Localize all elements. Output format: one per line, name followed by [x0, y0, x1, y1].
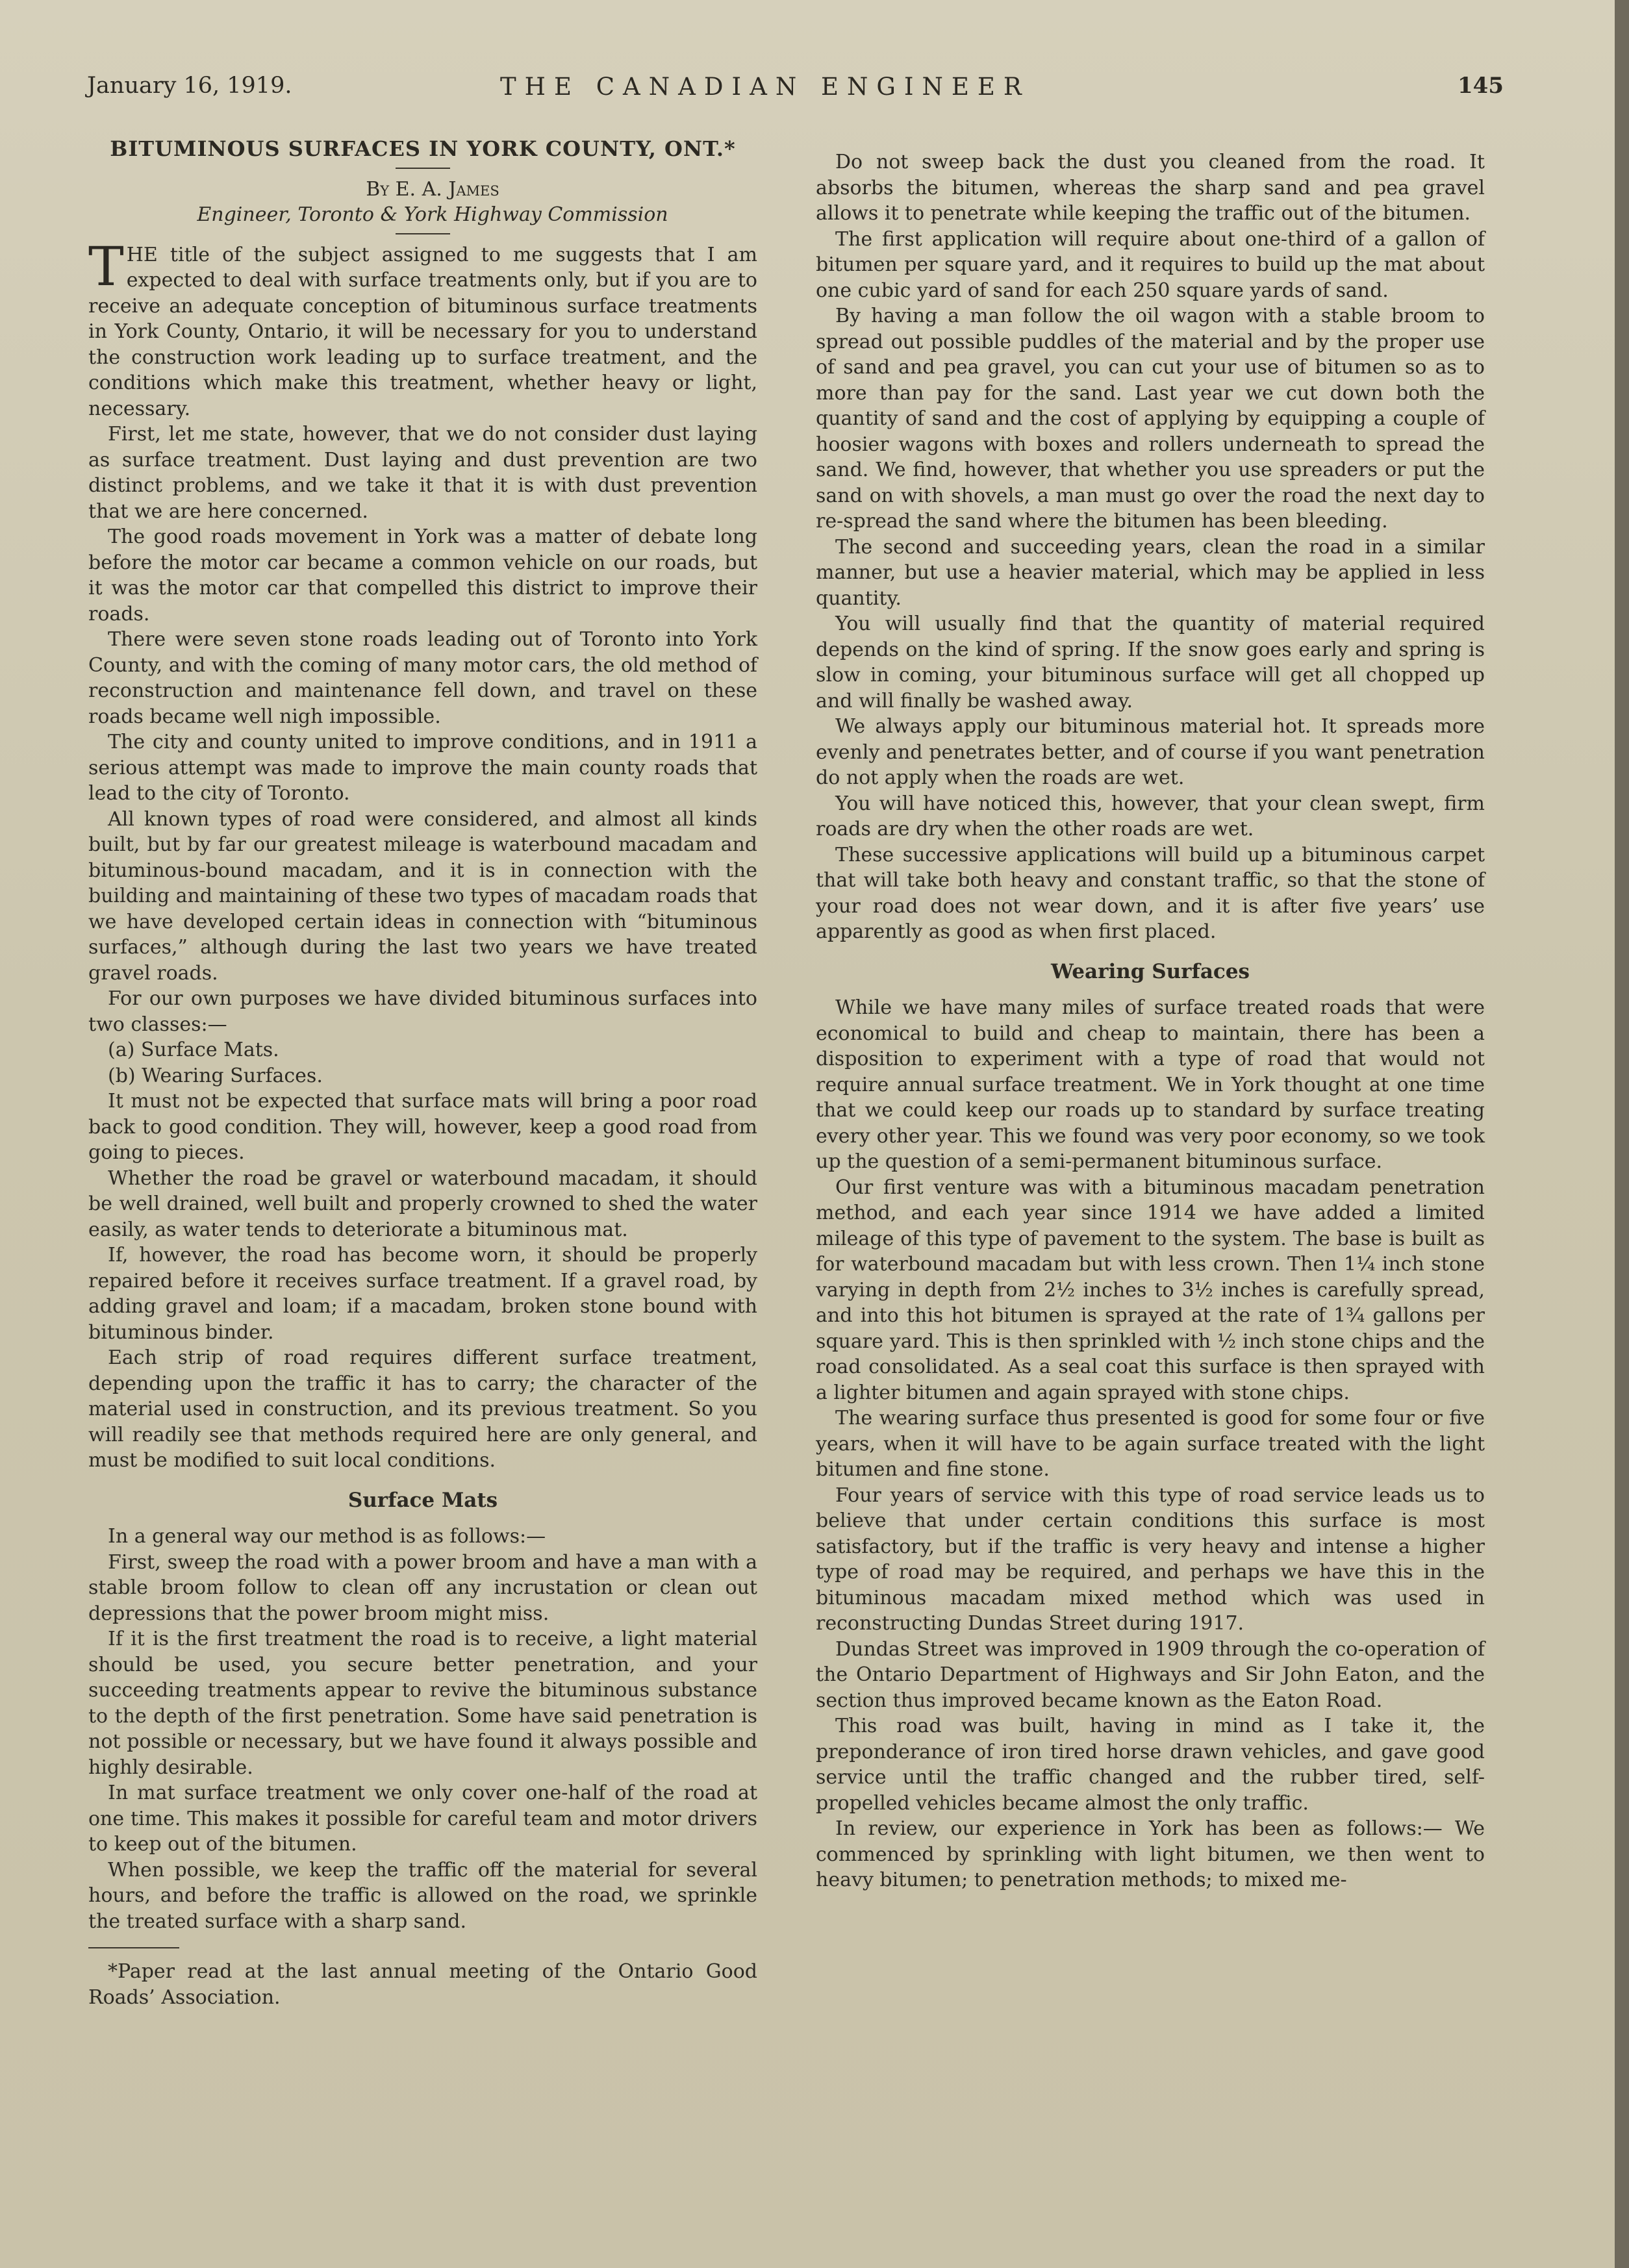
paragraph: We always apply our bituminous material hot. It spreads more evenly and penetrates better, and of course if you want penetration do not apply when the roads are wet. — [816, 715, 1485, 789]
paragraph: For our own purposes we have divided bituminous surfaces into two classes:— — [88, 987, 757, 1036]
list-item: (a) Surface Mats. — [108, 1039, 279, 1061]
paragraph: In mat surface treatment we only cover one-half of the road at one time. This makes it possible for careful team and motor drivers to keep out of the bitumen. — [88, 1782, 757, 1856]
page-number: 145 — [1458, 73, 1504, 99]
paragraph: The first application will require about one-third of a gallon of bitumen per square yard, and it requires to build up the mat about one cubic yard of sand for each 250 square yards of sand. — [816, 227, 1485, 302]
paragraph: These successive applications will build up a bituminous carpet that will take both heavy and constant traffic, so that the stone of your road does not wear down, and it is after five years’ use apparently as good as when first placed. — [816, 843, 1485, 943]
paragraph: Whether the road be gravel or waterbound macadam, it should be well drained, well built and properly crowned to shed the water easily, as water tends to deteriorate a bituminous mat. — [88, 1166, 757, 1241]
paragraph: The city and county united to improve conditions, and in 1911 a serious attempt was made to improve the main county roads that lead to the city of Toronto. — [88, 731, 757, 805]
title-rule — [396, 168, 450, 169]
paragraph: By having a man follow the oil wagon with a stable broom to spread out possible puddles of the material and by the proper use of sand and pea gravel, you can cut your use of bitumen so as to more than pay for the sand. Last year we cut down both the quantity of sand and the cost of applying by equipping a couple of hoosier wagons with boxes and rollers underneath to spread the sand. We find, however, that whether you use spreaders or put the sand on with shovels, a man must go over the road the next day to re-spread the sand where the bitumen has been bleeding. — [816, 305, 1485, 533]
paragraph: This road was built, having in mind as I take it, the preponderance of iron tired horse drawn vehicles, and gave good service until the traffic changed and the rubber tired, self-propelled vehicles became almost the only traffic. — [816, 1715, 1485, 1815]
paragraph: First, let me state, however, that we do not consider dust laying as surface treatment. Dust laying and dust prevention are two distinct problems, and we take it that it is with dust prevention that we are here concerned. — [88, 423, 757, 523]
section-heading: Wearing Surfaces — [1051, 959, 1250, 983]
paragraph: Four years of service with this type of road service leads us to believe that under certain conditions this surface is most satisfactory, but if the traffic is very heavy and intense a higher type of road may be required, and perhaps we have this in the bituminous macadam mixed method which was used in reconstructing Dundas Street during 1917. — [816, 1483, 1485, 1635]
paragraph: If, however, the road has become worn, it should be properly repaired before it receives surface treatment. If a gravel road, by adding gravel and loam; if a macadam, broken stone bound with bituminous binder. — [88, 1244, 757, 1344]
list-item: (b) Wearing Surfaces. — [108, 1064, 323, 1087]
paragraph: Our first venture was with a bituminous macadam penetration method, and each year since 1914 we have added a limited mileage of this type of pavement to the system. The base is built as for waterbound macadam but with less crown. Then 1¼ inch stone varying in depth from 2½ inches to 3½ inches is carefully spread, and into this hot bitumen is sprayed at the rate of 1¾ gallons per square yard. This is then sprinkled with ½ inch stone chips and the road consolidated. As a seal coat this surface is then sprayed with a lighter bitumen and again sprayed with stone chips. — [816, 1176, 1485, 1404]
journal-title: THE CANADIAN ENGINEER — [500, 73, 1030, 101]
paragraph — [88, 236, 757, 422]
paragraph: The good roads movement in York was a matter of debate long before the motor car became a common vehicle on our roads, but it was the motor car that compelled this district to improve their roads. — [88, 525, 757, 625]
paragraph: Dundas Street was improved in 1909 through the co-operation of the Ontario Department of Highways and Sir John Eaton, and the section thus improved became known as the Eaton Road. — [816, 1637, 1485, 1712]
right-column — [816, 149, 1485, 1893]
article-byline: By E. A. James — [366, 177, 499, 201]
paragraph: Do not sweep back the dust you cleaned from the road. It absorbs the bitumen, whereas the sharp sand and pea gravel allows it to penetrate while keeping the traffic out of the bitumen. — [816, 151, 1485, 225]
paragraph: While we have many miles of surface treated roads that were economical to build and cheap to maintain, there has been a disposition to experiment with a type of road that would not require annual surface treatment. We in York thought at one time that we could keep our roads up to standard by surface treating every other year. This we found was very poor economy, so we took up the question of a semi-permanent bituminous surface. — [816, 996, 1485, 1173]
paragraph: Each strip of road requires different surface treatment, depending upon the traffic it has to carry; the character of the material used in construction, and its previous treatment. So you will readily see that methods required here are only general, and must be modified to suit local conditions. — [88, 1346, 757, 1472]
paragraph: First, sweep the road with a power broom and have a man with a stable broom follow to clean off any incrustation or clean out depressions that the power broom might miss. — [88, 1550, 757, 1625]
page-edge-shadow — [1615, 0, 1629, 2268]
header-date: January 16, 1919. — [87, 73, 292, 99]
footnote-rule — [88, 1947, 179, 1948]
section-heading: Surface Mats — [347, 1488, 498, 1512]
paragraph: In a general way our method is as follows:— — [108, 1525, 546, 1548]
paragraph-text: HE title of the subject assigned to me suggests that I am expected to deal with surface treatments only, but if you are to receive an adequate conception of bituminous surface treatments in York County, Ontario, it will be necessary for you to understand the construction work leading up to surface treatment, and the conditions which make this treatment, whether heavy or light, necessary. — [88, 243, 757, 420]
paragraph: If it is the first treatment the road is to receive, a light material should be used, you secure better penetration, and your succeeding treatments appear to revive the bituminous substance to the depth of the first penetration. Some have said penetration is not possible or necessary, but we have found it always possible and highly desirable. — [88, 1628, 757, 1779]
author-affiliation: Engineer, Toronto & York Highway Commission — [197, 203, 668, 226]
article-title: BITUMINOUS SURFACES IN YORK COUNTY, ONT.* — [110, 136, 736, 161]
paragraph: The second and succeeding years, clean the road in a similar manner, but use a heavier material, which may be applied in less quantity. — [816, 535, 1485, 610]
paragraph: There were seven stone roads leading out of Toronto into York County, and with the coming of many motor cars, the old method of reconstruction and maintenance fell down, and travel on these roads became well nigh impossible. — [88, 628, 757, 728]
left-column — [88, 136, 757, 2010]
paragraph: The wearing surface thus presented is good for some four or five years, when it will have to be again surface treated with the light bitumen and fine stone. — [816, 1407, 1485, 1481]
footnote: *Paper read at the last annual meeting of the Ontario Good Roads’ Association. — [88, 1960, 757, 2009]
paragraph: It must not be expected that surface mats will bring a poor road back to good condition. They will, however, keep a good road from going to pieces. — [88, 1090, 757, 1164]
paragraph: All known types of road were considered, and almost all kinds built, but by far our greatest mileage is waterbound macadam and bituminous-bound macadam, and it is in connection with the building and maintaining of these two types of macadam roads that we have developed certain ideas in connection with “bituminous surfaces,” although during the last two years we have treated gravel roads. — [88, 807, 757, 985]
paragraph: When possible, we keep the traffic off the material for several hours, and before the traffic is allowed on the road, we sprinkle the treated surface with a sharp sand. — [88, 1858, 757, 1933]
byline-rule — [396, 233, 450, 234]
paragraph: You will usually find that the quantity of material required depends on the kind of spring. If the snow goes early and spring is slow in coming, your bituminous surface will get all chopped up and will finally be washed away. — [816, 612, 1485, 712]
paragraph: In review, our experience in York has been as follows:— We commenced by sprinkling with light bitumen, we then went to heavy bitumen; to penetration methods; to mixed me- — [816, 1817, 1485, 1891]
paragraph: You will have noticed this, however, that your clean swept, firm roads are dry when the other roads are wet. — [816, 792, 1485, 840]
drop-cap: T — [88, 236, 124, 298]
